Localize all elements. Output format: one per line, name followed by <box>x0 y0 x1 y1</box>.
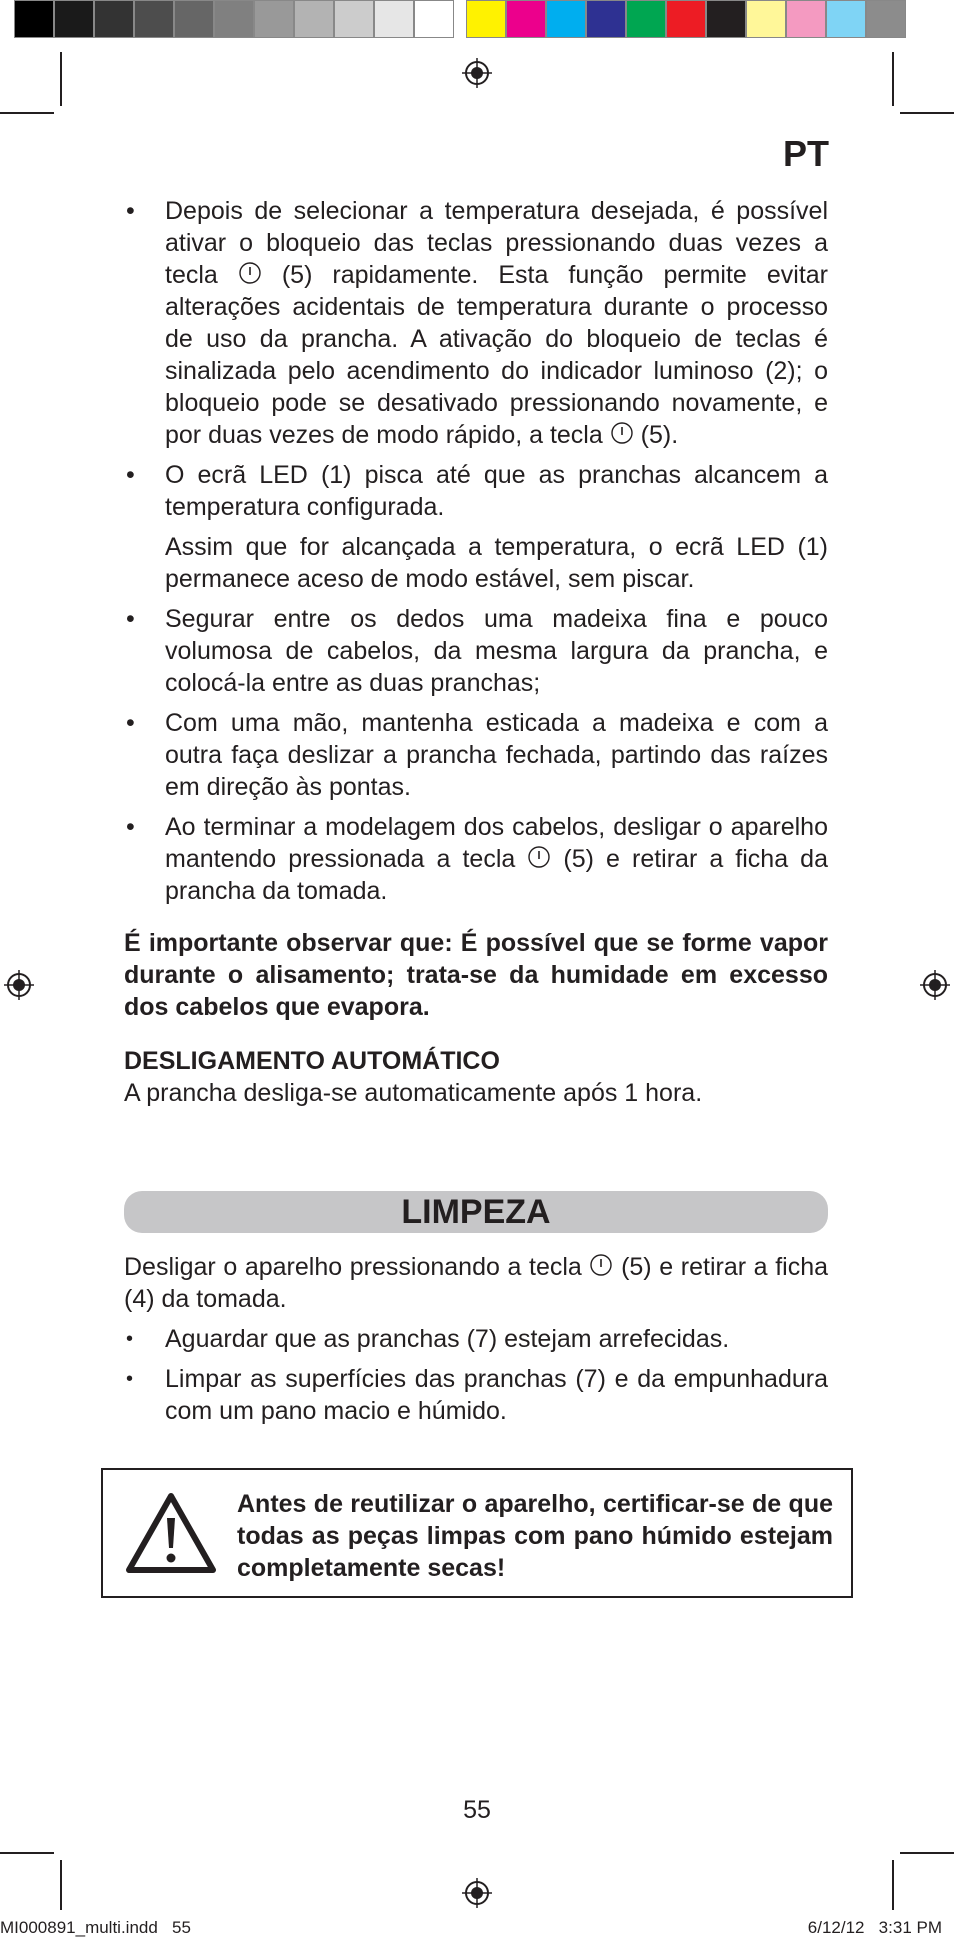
color-swatch <box>546 0 586 38</box>
crop-mark <box>0 112 54 114</box>
instruction-list <box>124 603 828 907</box>
color-swatch <box>626 0 666 38</box>
bullet-icon: • <box>126 709 135 737</box>
bullet-icon: • <box>126 197 135 225</box>
important-note: É importante observar que: É possível que se forme vapor durante o alisamento; trata-se da humidade em excesso dos cabelos que evapora. <box>124 929 828 1021</box>
led-steady-paragraph: Assim que for alcançada a temperatura, o ecrã LED (1) permanece aceso de modo estável, sem piscar. <box>165 533 828 593</box>
registration-mark-icon <box>462 58 492 88</box>
cleaning-list <box>124 1323 828 1427</box>
cleaning-intro: Desligar o aparelho pressionando a tecla (5) e retirar a ficha (4) da tomada. <box>124 1253 829 1313</box>
cleaning-section-title: LIMPEZA <box>124 1191 828 1233</box>
crop-mark <box>900 112 954 114</box>
warning-text: Antes de reutilizar o aparelho, certificar-se de que todas as peças limpas com pano húmido estejam completamente secas! <box>237 1490 833 1582</box>
color-swatch <box>586 0 626 38</box>
color-swatch <box>94 0 134 38</box>
color-swatch <box>374 0 414 38</box>
list-item: • Com uma mão, mantenha esticada a madeixa e com a outra faça deslizar a prancha fechada, partindo das raízes em direção às pontas. <box>126 709 828 801</box>
color-swatch <box>414 0 454 38</box>
list-item: • Aguardar que as pranchas (7) estejam arrefecidas. <box>126 1325 730 1353</box>
list-item: • O ecrã LED (1) pisca até que as pranchas alcancem a temperatura configurada. <box>126 461 828 521</box>
bullet-icon: • <box>126 461 135 489</box>
power-key-icon <box>589 1253 613 1277</box>
color-swatch <box>134 0 174 38</box>
color-swatch <box>254 0 294 38</box>
registration-mark-icon <box>462 1878 492 1908</box>
auto-off-text: A prancha desliga-se automaticamente após 1 hora. <box>124 1079 703 1107</box>
color-swatch <box>294 0 334 38</box>
language-code: PT <box>782 133 829 174</box>
bullet-icon: • <box>126 605 135 633</box>
crop-mark <box>892 1860 894 1910</box>
color-swatch <box>14 0 54 38</box>
bullet-icon: • <box>126 813 135 841</box>
warning-box <box>101 1468 853 1598</box>
color-swatch <box>666 0 706 38</box>
list-item: • Segurar entre os dedos uma madeixa fina e pouco volumosa de cabelos, da mesma largura da prancha, e colocá-la entre as duas pranchas; <box>126 605 828 697</box>
color-swatch <box>706 0 746 38</box>
auto-off-heading: DESLIGAMENTO AUTOMÁTICO <box>124 1047 500 1075</box>
crop-mark <box>900 1852 954 1854</box>
crop-mark <box>892 52 894 106</box>
file-slug: MI000891_multi.indd 55 <box>0 1918 191 1937</box>
color-calibration-bar <box>14 0 906 42</box>
list-item: • Depois de selecionar a temperatura desejada, é possível ativar o bloqueio das teclas pressionando duas vezes a tecla (5) rapidamente. Esta função permite evitar alterações acidentais de temperatura durante o processo de uso da prancha. A ativação do bloqueio de teclas é sinalizada pelo acendimento do indicador luminoso (2); o bloqueio pode se desativado pressionando novamente, e por duas vezes de modo rápido, a tecla (5). <box>126 197 828 449</box>
power-key-icon <box>527 845 551 869</box>
color-swatch <box>54 0 94 38</box>
color-swatch <box>466 0 506 38</box>
registration-mark-icon <box>4 970 34 1000</box>
page-number: 55 <box>463 1796 491 1824</box>
color-swatch <box>866 0 906 38</box>
bullet-icon: • <box>126 1328 134 1350</box>
list-item: • Ao terminar a modelagem dos cabelos, desligar o aparelho mantendo pressionada a tecla (5) e retirar a ficha da prancha da tomada. <box>126 813 828 905</box>
color-swatch <box>506 0 546 38</box>
main-content <box>124 195 828 1435</box>
color-swatch <box>826 0 866 38</box>
bullet-icon: • <box>126 1368 134 1390</box>
crop-mark <box>60 1860 62 1910</box>
power-key-icon <box>238 261 262 285</box>
date-slug: 6/12/12 3:31 PM <box>807 1918 942 1937</box>
color-swatch <box>746 0 786 38</box>
registration-mark-icon <box>920 970 950 1000</box>
warning-triangle-icon <box>123 1490 219 1576</box>
crop-mark <box>60 52 62 106</box>
color-swatch <box>334 0 374 38</box>
list-item: • Limpar as superfícies das pranchas (7) e da empunhadura com um pano macio e húmido. <box>126 1365 828 1425</box>
instruction-list <box>124 195 828 523</box>
color-swatch <box>214 0 254 38</box>
color-swatch <box>174 0 214 38</box>
power-key-icon <box>610 421 634 445</box>
crop-mark <box>0 1852 54 1854</box>
color-swatch <box>786 0 826 38</box>
